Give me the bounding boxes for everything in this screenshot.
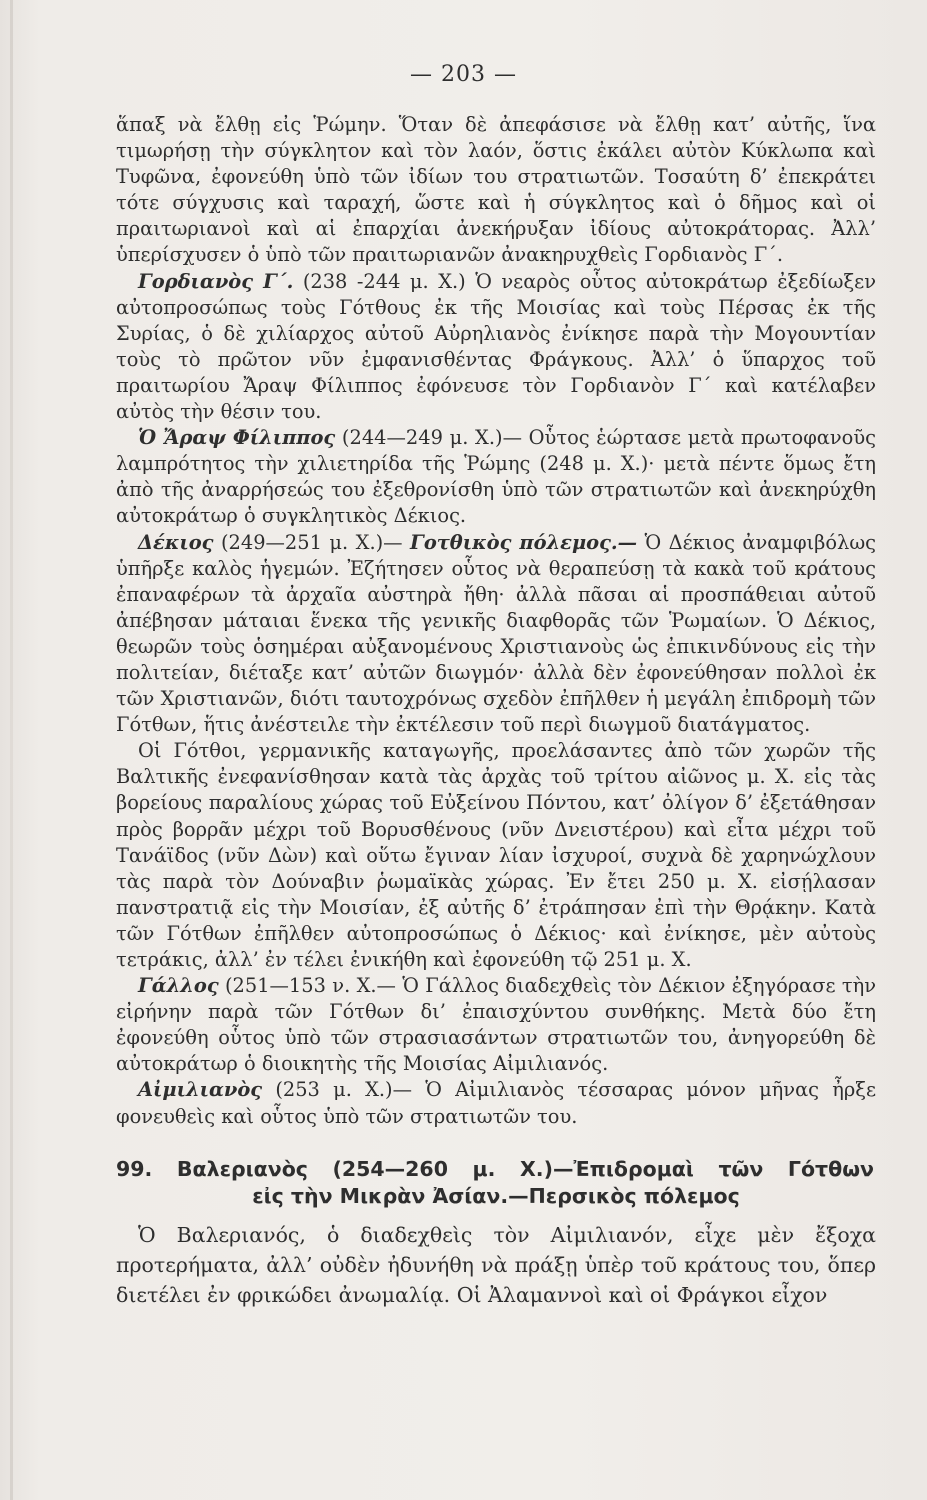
paragraph-goths: Οἱ Γότθοι, γερμανικῆς καταγωγῆς, προελάσαντες ἀπὸ τῶν χωρῶν τῆς Βαλτικῆς ἐνεφανίσθησαν κατὰ τὰς ἀρχὰς τοῦ τρίτου αἰῶνος μ. Χ. εἰς τὰς βορείους παραλίους χώρας τοῦ Εὐξείνου Πόντου, κατ’ ὀλίγον δ’ ἐξετάθησαν πρὸς βορρᾶν μέχρι τοῦ Βορυσθένους (νῦν Δνειστέρου) καὶ εἶτα μέχρι τοῦ Τανάϊδος (νῦν Δὼν) καὶ οὕτω ἔγιναν λίαν ἰσχυροί, συχνὰ δὲ χαρηνώχλουν τὰς παρὰ τὸν Δούναβιν ῥωμαϊκὰς χώρας. Ἐν ἔτει 250 μ. Χ. εἰσῄλασαν πανστρατιᾷ εἰς τὴν Μοισίαν, ἐξ αὐτῆς δ’ ἐτράπησαν ἐπὶ τὴν Θρᾴκην. Κατὰ τῶν Γότθων ἐπῆλθεν αὐτοπροσώπως ὁ Δέκιος· καὶ ἐνίκησε, μὲν αὐτοὺς τετράκις, ἀλλ’ ἐν τέλει ἐνικήθη καὶ ἐφονεύθη τῷ 251 μ. Χ. — [116, 739, 876, 971]
paragraph-philippus-text: (244—249 μ. Χ.)— Οὗτος ἑώρτασε μετὰ πρωτοφανοῦς λαμπρότητος τὴν χιλιετηρίδα τῆς Ῥώμης (248 μ. Χ.)· μετὰ πέντε ὅμως ἔτη ἀπὸ τῆς ἀναρρήσεώς του ἐξεθρονίσθη ὑπὸ τῶν στρατιωτῶν καὶ ἀνεκηρύχθη αὐτοκράτωρ ὁ συγκλητικὸς Δέκιος. — [116, 426, 876, 528]
paragraph-aemilianus-text: (253 μ. Χ.)— Ὁ Αἰμιλιανὸς τέσσαρας μόνον μῆνας ἦρξε φονευθεὶς καὶ οὗτος ὑπὸ τῶν στρατιωτῶν του. — [116, 1078, 876, 1128]
decius-dates: (249—251 μ. Χ.)— — [213, 530, 411, 554]
heading-gallus: Γάλλος — [138, 974, 219, 998]
section-heading-line-1: 99. Βαλεριανὸς (254—260 μ. Χ.)—Ἐπιδρομαὶ τῶν Γότθων — [116, 1156, 874, 1181]
paragraph-gallus — [116, 973, 876, 1077]
section-heading-line-2: εἰς τὴν Μικρὰν Ἀσίαν.—Περσικὸς πόλεμος — [252, 1183, 740, 1208]
paragraph-decius-text: Ὁ Δέκιος ἀναμφιβόλως ὑπῆρξε καλὸς ἡγεμών. Ἐζήτησεν οὗτος νὰ θεραπεύσῃ τὰ κακὰ τοῦ κράτους ἐπαναφέρων τὰ ἀρχαῖα αὐστηρὰ ἤθη· ἀλλὰ πᾶσαι αἱ προσπάθειαι αὐτοῦ ἀπέβησαν μάταιαι ἕνεκα τῆς γενικῆς διαφθορᾶς τῶν Ῥωμαίων. Ὁ Δέκιος, θεωρῶν τοὺς ὁσημέραι αὐξανομένους Χριστιανοὺς ὡς ἐπικινδύνους εἰς τὴν πολιτείαν, διέταξε κατ’ αὐτῶν διωγμόν· ἀλλὰ δὲν ἐφονεύθησαν πολλοὶ ἐκ τῶν Χριστιανῶν, διότι ταυτοχρόνως σχεδὸν ἐπῆλθεν ἡ μεγάλη ἐπιδρομὴ τῶν Γότθων, ἥτις ἀνέστειλε τὴν ἐκτέλεσιν τοῦ περὶ διωγμοῦ διατάγματος. — [116, 530, 877, 737]
paragraph-philippus — [116, 425, 876, 529]
section-heading-99 — [116, 1156, 876, 1210]
page-body — [116, 112, 876, 1310]
heading-decius: Δέκιος — [138, 530, 214, 554]
paragraph-1: ἅπαξ νὰ ἔλθῃ εἰς Ῥώμην. Ὅταν δὲ ἀπεφάσισε νὰ ἔλθῃ κατ’ αὐτῆς, ἵνα τιμωρήσῃ τὴν σύγκλητον καὶ τὸν λαόν, ὅστις ἐκάλει αὐτὸν Κύκλωπα καὶ Τυφῶνα, ἐφονεύθη ὑπὸ τῶν ἰδίων του στρατιωτῶν. Τοσαύτη δ’ ἐπεκράτει τότε σύγχυσις καὶ ταραχή, ὥστε καὶ ἡ σύγκλητος καὶ ὁ δῆμος καὶ οἱ πραιτωριανοὶ καὶ αἱ ἐπαρχίαι ἀνεκήρυξαν ἰδίους αὐτοκράτορας. Ἀλλ’ ὑπερίσχυσεν ὁ ὑπὸ τῶν πραιτωριανῶν ἀνακηρυχθεὶς Γορδιανὸς Γ΄. — [116, 113, 876, 267]
page-number: — 203 — — [410, 62, 517, 87]
paragraph-decius — [116, 530, 876, 739]
paragraph-gallus-text: (251—153 ν. Χ.— Ὁ Γάλλος διαδεχθεὶς τὸν Δέκιον ἐξηγόρασε τὴν εἰρήνην παρὰ τῶν Γότθων δι’ ἐπαισχύντου συνθήκης. Μετὰ δύο ἔτη ἐφονεύθη οὗτος ὑπὸ τῶν στρασιασάντων στρατιωτῶν του, ἀνηγορεύθη δὲ αὐτοκράτωρ ὁ διοικητὴς τῆς Μοισίας Αἰμιλιανός. — [116, 974, 876, 1076]
paragraph-gordianus-text: (238 -244 μ. Χ.) Ὁ νεαρὸς οὗτος αὐτοκράτωρ ἐξεδίωξεν αὐτοπροσώπως τοὺς Γότθους ἐκ τῆς Μοισίας καὶ τοὺς Πέρσας ἐκ τῆς Συρίας, ὁ δὲ χιλίαρχος αὐτοῦ Αὐρηλιανὸς ἐνίκησε παρὰ τὴν Μογουντίαν τοὺς τὸ πρῶτον νῦν ἐμφανισθέντας Φράγκους. Ἀλλ’ ὁ ὕπαρχος τοῦ πραιτωρίου Ἄραψ Φίλιππος ἐφόνευσε τὸν Γορδιανὸν Γ΄ καὶ κατέλαβεν αὐτὸς τὴν θέσιν του. — [116, 269, 876, 424]
heading-gothic-war: Γοτθικὸς πόλεμος.— — [410, 530, 638, 554]
heading-gordianus: Γορδιανὸς Γ΄. — [138, 269, 294, 293]
paragraph-aemilianus — [116, 1077, 876, 1129]
paragraph-valerianus: Ὁ Βαλεριανός, ὁ διαδεχθεὶς τὸν Αἰμιλιανόν, εἶχε μὲν ἔξοχα προτερήματα, ἀλλ’ οὐδὲν ἠδυνήθη νὰ πράξῃ ὑπὲρ τοῦ κράτους του, ὅπερ διετέλει ἐν φρικώδει ἀνωμαλίᾳ. Οἱ Ἀλαμαννοὶ καὶ οἱ Φράγκοι εἶχον — [116, 1222, 876, 1307]
binding-shadow — [10, 0, 13, 1500]
heading-aemilianus: Αἰμιλιανὸς — [138, 1078, 263, 1102]
paragraph-gordianus — [116, 269, 876, 426]
heading-philippus: Ὁ Ἄραψ Φίλιππος — [138, 426, 336, 450]
